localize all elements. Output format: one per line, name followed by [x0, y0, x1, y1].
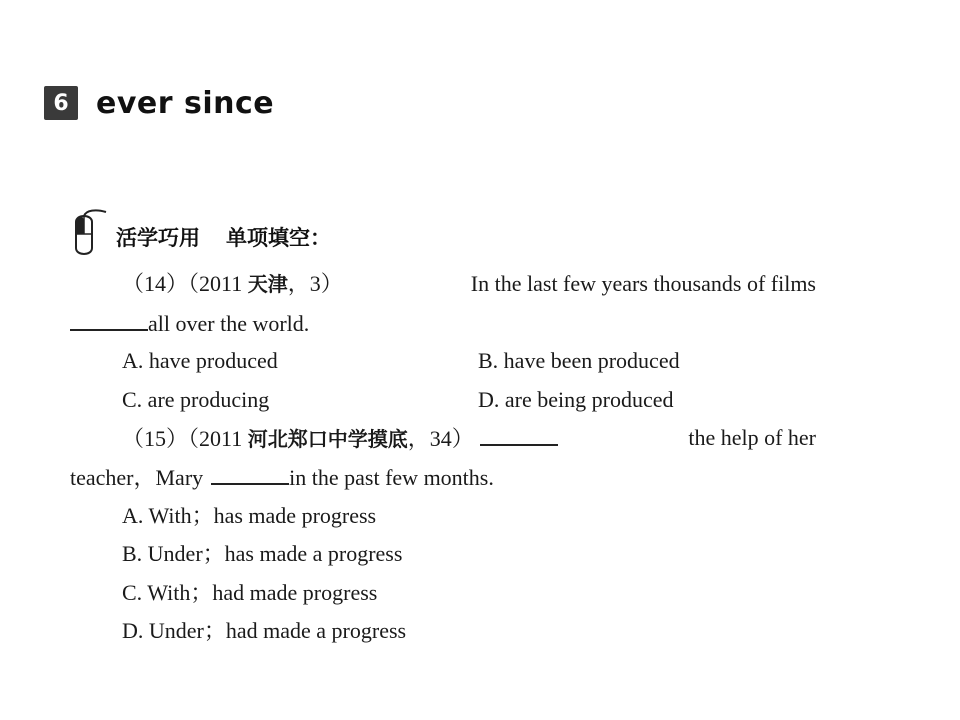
- q15-option-c: C. With；had made progress: [122, 580, 378, 605]
- q15-option-d: D. Under；had made a progress: [122, 618, 407, 643]
- section-title: ever since: [96, 85, 275, 121]
- q15-option-a: A. With；has made progress: [122, 503, 377, 528]
- q15-option-b: B. Under；has made a progress: [122, 541, 403, 566]
- q14-answer-blank[interactable]: [70, 309, 148, 331]
- section-label-a: 活学巧用: [116, 226, 200, 250]
- q14-option-d: D. are being produced: [478, 387, 674, 412]
- q15-answer-blank-1[interactable]: [480, 424, 558, 446]
- question-14-line-2: [70, 309, 309, 338]
- q14-option-c: C. are producing: [122, 387, 270, 412]
- q15-stem-line-2-after: in the past few months.: [289, 465, 494, 490]
- question-14-line-1: [122, 270, 816, 298]
- section-heading: [44, 84, 274, 122]
- question-15-line-2: [70, 463, 494, 492]
- q14-stem-line-1: In the last few years thousands of films: [470, 271, 816, 296]
- q15-source-open: （2011: [188, 426, 248, 451]
- mouse-icon: [66, 208, 110, 258]
- section-label-b: 单项填空：: [226, 226, 331, 250]
- section-number-badge: 6: [44, 86, 78, 120]
- q15-source-close: ，34）: [407, 426, 474, 451]
- q14-source-open: （2011: [188, 271, 248, 296]
- q14-stem-line-2: all over the world.: [148, 311, 310, 336]
- q15-answer-blank-2[interactable]: [211, 463, 289, 485]
- q15-stem-line-2-before: teacher，Mary: [70, 465, 204, 490]
- section-label: [116, 222, 331, 252]
- q14-number: （14）: [122, 271, 189, 296]
- q14-source-close: ，3）: [287, 271, 343, 296]
- q15-source-place: 河北郑口中学摸底: [247, 427, 408, 451]
- q15-stem-line-1: the help of her: [688, 425, 816, 450]
- q14-option-b: B. have been produced: [478, 348, 680, 373]
- q15-number: （15）: [122, 426, 189, 451]
- q14-source-place: 天津: [247, 272, 288, 296]
- question-15-line-1: [122, 424, 816, 453]
- q14-option-a: A. have produced: [122, 348, 278, 373]
